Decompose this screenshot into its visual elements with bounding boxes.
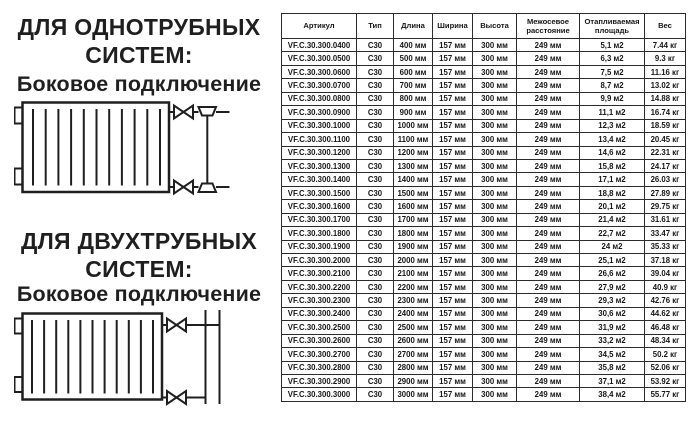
table-cell: 2100 мм xyxy=(394,267,433,280)
table-cell: 300 мм xyxy=(473,307,517,320)
table-cell: 300 мм xyxy=(473,280,517,293)
table-cell: 249 мм xyxy=(517,361,580,374)
table-cell: C30 xyxy=(357,388,394,401)
table-cell: 42.76 кг xyxy=(645,294,686,307)
two-pipe-diagram xyxy=(14,303,240,411)
table-cell: 1400 мм xyxy=(394,173,433,186)
table-cell: 300 мм xyxy=(473,200,517,213)
table-cell: 2000 мм xyxy=(394,254,433,267)
table-cell: 53.92 кг xyxy=(645,374,686,387)
table-cell: VF.C.30.300.1700 xyxy=(282,213,357,226)
table-cell: C30 xyxy=(357,227,394,240)
table-cell: 21,4 м2 xyxy=(580,213,645,226)
table-cell: C30 xyxy=(357,307,394,320)
table-cell: C30 xyxy=(357,146,394,159)
table-cell: 6,3 м2 xyxy=(580,52,645,65)
valve-icon xyxy=(174,181,193,194)
table-cell: C30 xyxy=(357,267,394,280)
table-cell: C30 xyxy=(357,173,394,186)
tee-fitting-icon xyxy=(199,107,217,116)
table-row xyxy=(282,146,686,159)
table-cell: 34,5 м2 xyxy=(580,348,645,361)
table-cell: 22,7 м2 xyxy=(580,227,645,240)
table-cell: 900 мм xyxy=(394,106,433,119)
table-cell: 300 мм xyxy=(473,106,517,119)
table-cell: 157 мм xyxy=(433,159,473,172)
table-cell: C30 xyxy=(357,65,394,78)
table-cell: 8,7 м2 xyxy=(580,79,645,92)
table-cell: 18,8 м2 xyxy=(580,186,645,199)
col-header-weight: Вес xyxy=(645,14,686,39)
table-cell: 24 м2 xyxy=(580,240,645,253)
table-cell: 300 мм xyxy=(473,361,517,374)
table-cell: 157 мм xyxy=(433,65,473,78)
table-row xyxy=(282,119,686,132)
table-cell: VF.C.30.300.0600 xyxy=(282,65,357,78)
table-row xyxy=(282,106,686,119)
table-cell: 249 мм xyxy=(517,52,580,65)
table-cell: 500 мм xyxy=(394,52,433,65)
table-cell: C30 xyxy=(357,106,394,119)
table-cell: 30,6 м2 xyxy=(580,307,645,320)
table-cell: 40.9 кг xyxy=(645,280,686,293)
table-cell: 157 мм xyxy=(433,106,473,119)
table-cell: 1300 мм xyxy=(394,159,433,172)
table-cell: 2900 мм xyxy=(394,374,433,387)
col-header-type: Тип xyxy=(357,14,394,39)
table-cell: 11.16 кг xyxy=(645,65,686,78)
table-cell: 1800 мм xyxy=(394,227,433,240)
single-pipe-diagram xyxy=(14,96,240,200)
table-cell: 300 мм xyxy=(473,240,517,253)
table-cell: 300 мм xyxy=(473,388,517,401)
table-cell: 31,9 м2 xyxy=(580,321,645,334)
table-row xyxy=(282,321,686,334)
table-cell: 37,1 м2 xyxy=(580,374,645,387)
table-cell: C30 xyxy=(357,294,394,307)
supply-pipe xyxy=(169,106,230,119)
table-cell: 249 мм xyxy=(517,388,580,401)
table-cell: C30 xyxy=(357,200,394,213)
supply-pipe xyxy=(162,319,220,332)
table-cell: 157 мм xyxy=(433,240,473,253)
table-cell: 157 мм xyxy=(433,348,473,361)
table-cell: 16.74 кг xyxy=(645,106,686,119)
table-cell: VF.C.30.300.2300 xyxy=(282,294,357,307)
two-pipe-subtitle: Боковое подключение xyxy=(16,282,262,306)
table-row xyxy=(282,186,686,199)
table-cell: 600 мм xyxy=(394,65,433,78)
table-row xyxy=(282,348,686,361)
table-cell: 1900 мм xyxy=(394,240,433,253)
col-header-width: Ширина xyxy=(433,14,473,39)
table-cell: C30 xyxy=(357,321,394,334)
table-cell: 9.3 кг xyxy=(645,52,686,65)
table-cell: 22.31 кг xyxy=(645,146,686,159)
table-cell: 157 мм xyxy=(433,92,473,105)
two-pipe-systems-title: ДЛЯ ДВУХТРУБНЫХ СИСТЕМ: xyxy=(20,228,258,282)
table-cell: 400 мм xyxy=(394,39,433,52)
table-cell: 2200 мм xyxy=(394,280,433,293)
table-row xyxy=(282,374,686,387)
valve-icon xyxy=(167,391,186,404)
table-cell: 7.44 кг xyxy=(645,39,686,52)
table-cell: 249 мм xyxy=(517,307,580,320)
table-cell: 157 мм xyxy=(433,361,473,374)
table-cell: C30 xyxy=(357,374,394,387)
table-cell: 249 мм xyxy=(517,119,580,132)
table-cell: 700 мм xyxy=(394,79,433,92)
table-row xyxy=(282,267,686,280)
table-cell: 300 мм xyxy=(473,146,517,159)
table-cell: 2700 мм xyxy=(394,348,433,361)
table-cell: 157 мм xyxy=(433,307,473,320)
table-cell: VF.C.30.300.1100 xyxy=(282,133,357,146)
table-cell: VF.C.30.300.0700 xyxy=(282,79,357,92)
table-row xyxy=(282,52,686,65)
table-cell: 300 мм xyxy=(473,133,517,146)
table-cell: VF.C.30.300.2700 xyxy=(282,348,357,361)
table-cell: VF.C.30.300.0900 xyxy=(282,106,357,119)
table-cell: 157 мм xyxy=(433,52,473,65)
table-cell: VF.C.30.300.2800 xyxy=(282,361,357,374)
table-cell: 46.48 кг xyxy=(645,321,686,334)
table-cell: 37.18 кг xyxy=(645,254,686,267)
table-row xyxy=(282,280,686,293)
table-cell: 300 мм xyxy=(473,65,517,78)
table-row xyxy=(282,79,686,92)
table-cell: 2800 мм xyxy=(394,361,433,374)
return-pipe xyxy=(162,391,206,404)
table-cell: 300 мм xyxy=(473,348,517,361)
table-cell: 157 мм xyxy=(433,334,473,347)
table-cell: 249 мм xyxy=(517,146,580,159)
table-cell: 15,8 м2 xyxy=(580,159,645,172)
table-cell: C30 xyxy=(357,92,394,105)
table-cell: 2600 мм xyxy=(394,334,433,347)
table-cell: 1100 мм xyxy=(394,133,433,146)
table-cell: 157 мм xyxy=(433,213,473,226)
single-pipe-systems-title: ДЛЯ ОДНОТРУБНЫХ СИСТЕМ: xyxy=(17,14,261,68)
table-cell: C30 xyxy=(357,334,394,347)
table-cell: 26,6 м2 xyxy=(580,267,645,280)
table-cell: 157 мм xyxy=(433,39,473,52)
table-row xyxy=(282,240,686,253)
table-cell: C30 xyxy=(357,119,394,132)
table-cell: VF.C.30.300.0800 xyxy=(282,92,357,105)
table-cell: C30 xyxy=(357,186,394,199)
table-cell: VF.C.30.300.1200 xyxy=(282,146,357,159)
table-cell: 249 мм xyxy=(517,294,580,307)
table-cell: 300 мм xyxy=(473,52,517,65)
table-cell: 157 мм xyxy=(433,119,473,132)
table-row xyxy=(282,173,686,186)
table-cell: 13.02 кг xyxy=(645,79,686,92)
spec-table-body xyxy=(282,39,686,402)
table-cell: C30 xyxy=(357,52,394,65)
table-cell: VF.C.30.300.0500 xyxy=(282,52,357,65)
table-cell: 157 мм xyxy=(433,280,473,293)
table-cell: C30 xyxy=(357,348,394,361)
table-row xyxy=(282,388,686,401)
table-cell: 249 мм xyxy=(517,334,580,347)
table-cell: 1000 мм xyxy=(394,119,433,132)
table-cell: 2300 мм xyxy=(394,294,433,307)
col-header-length: Длина xyxy=(394,14,433,39)
table-cell: 157 мм xyxy=(433,79,473,92)
table-cell: 27.89 кг xyxy=(645,186,686,199)
return-pipe xyxy=(169,181,230,194)
table-cell: 157 мм xyxy=(433,254,473,267)
col-header-axle-distance: Межосевое расстояние xyxy=(517,14,580,39)
table-cell: C30 xyxy=(357,133,394,146)
table-cell: 7,5 м2 xyxy=(580,65,645,78)
table-cell: 300 мм xyxy=(473,213,517,226)
table-cell: 50.2 кг xyxy=(645,348,686,361)
table-row xyxy=(282,65,686,78)
table-cell: 12,3 м2 xyxy=(580,119,645,132)
table-cell: VF.C.30.300.1800 xyxy=(282,227,357,240)
table-cell: 300 мм xyxy=(473,294,517,307)
radiator-icon xyxy=(15,103,170,193)
table-cell: 249 мм xyxy=(517,173,580,186)
single-pipe-subtitle: Боковое подключение xyxy=(16,72,262,96)
table-cell: 300 мм xyxy=(473,173,517,186)
table-cell: 157 мм xyxy=(433,186,473,199)
table-cell: 55.77 кг xyxy=(645,388,686,401)
table-cell: C30 xyxy=(357,280,394,293)
table-cell: 29.75 кг xyxy=(645,200,686,213)
table-cell: 35,8 м2 xyxy=(580,361,645,374)
table-cell: 14.88 кг xyxy=(645,92,686,105)
table-cell: 20,1 м2 xyxy=(580,200,645,213)
table-cell: 26.03 кг xyxy=(645,173,686,186)
table-cell: 300 мм xyxy=(473,374,517,387)
table-cell: C30 xyxy=(357,254,394,267)
table-row xyxy=(282,334,686,347)
table-cell: VF.C.30.300.2600 xyxy=(282,334,357,347)
table-cell: C30 xyxy=(357,159,394,172)
table-cell: 17,1 м2 xyxy=(580,173,645,186)
table-cell: 11,1 м2 xyxy=(580,106,645,119)
table-cell: 1700 мм xyxy=(394,213,433,226)
table-row xyxy=(282,294,686,307)
table-cell: C30 xyxy=(357,79,394,92)
table-cell: 33.47 кг xyxy=(645,227,686,240)
table-cell: 157 мм xyxy=(433,294,473,307)
table-cell: 300 мм xyxy=(473,119,517,132)
table-cell: VF.C.30.300.1900 xyxy=(282,240,357,253)
table-row xyxy=(282,227,686,240)
table-cell: 52.06 кг xyxy=(645,361,686,374)
table-cell: 14,6 м2 xyxy=(580,146,645,159)
table-cell: 249 мм xyxy=(517,240,580,253)
table-cell: 249 мм xyxy=(517,106,580,119)
table-cell: 249 мм xyxy=(517,159,580,172)
diagrams-panel xyxy=(0,0,278,421)
table-cell: 157 мм xyxy=(433,267,473,280)
table-cell: 20.45 кг xyxy=(645,133,686,146)
table-cell: 300 мм xyxy=(473,321,517,334)
table-cell: 38,4 м2 xyxy=(580,388,645,401)
valve-icon xyxy=(174,106,193,119)
table-cell: VF.C.30.300.1000 xyxy=(282,119,357,132)
table-cell: 9,9 м2 xyxy=(580,92,645,105)
table-cell: 249 мм xyxy=(517,267,580,280)
table-row xyxy=(282,213,686,226)
table-row xyxy=(282,307,686,320)
table-cell: 1600 мм xyxy=(394,200,433,213)
table-cell: 157 мм xyxy=(433,374,473,387)
table-cell: 249 мм xyxy=(517,79,580,92)
table-cell: VF.C.30.300.1600 xyxy=(282,200,357,213)
table-cell: VF.C.30.300.2400 xyxy=(282,307,357,320)
table-cell: C30 xyxy=(357,213,394,226)
table-cell: 249 мм xyxy=(517,186,580,199)
table-cell: 1200 мм xyxy=(394,146,433,159)
table-row xyxy=(282,133,686,146)
table-cell: 300 мм xyxy=(473,186,517,199)
table-cell: 31.61 кг xyxy=(645,213,686,226)
table-cell: 157 мм xyxy=(433,133,473,146)
table-cell: 249 мм xyxy=(517,227,580,240)
table-cell: 249 мм xyxy=(517,321,580,334)
table-row xyxy=(282,39,686,52)
spec-table-panel xyxy=(281,13,686,402)
table-cell: 249 мм xyxy=(517,213,580,226)
spec-table-header xyxy=(282,14,686,39)
table-cell: VF.C.30.300.2900 xyxy=(282,374,357,387)
table-cell: VF.C.30.300.2200 xyxy=(282,280,357,293)
table-row xyxy=(282,254,686,267)
table-cell: 300 мм xyxy=(473,39,517,52)
table-cell: VF.C.30.300.1300 xyxy=(282,159,357,172)
table-cell: C30 xyxy=(357,240,394,253)
table-cell: 300 мм xyxy=(473,267,517,280)
table-row xyxy=(282,92,686,105)
table-cell: 39.04 кг xyxy=(645,267,686,280)
table-cell: 249 мм xyxy=(517,92,580,105)
table-cell: 300 мм xyxy=(473,92,517,105)
table-cell: VF.C.30.300.1500 xyxy=(282,186,357,199)
table-cell: 33,2 м2 xyxy=(580,334,645,347)
table-cell: VF.C.30.300.0400 xyxy=(282,39,357,52)
table-cell: 249 мм xyxy=(517,39,580,52)
table-cell: 157 мм xyxy=(433,200,473,213)
valve-icon xyxy=(167,319,186,332)
col-header-article: Артикул xyxy=(282,14,357,39)
spec-table xyxy=(281,13,686,402)
table-row xyxy=(282,200,686,213)
table-cell: 300 мм xyxy=(473,254,517,267)
table-cell: 25,1 м2 xyxy=(580,254,645,267)
table-cell: C30 xyxy=(357,361,394,374)
table-cell: VF.C.30.300.2100 xyxy=(282,267,357,280)
table-cell: 249 мм xyxy=(517,348,580,361)
table-cell: 18.59 кг xyxy=(645,119,686,132)
radiator-icon xyxy=(15,314,163,400)
table-cell: 800 мм xyxy=(394,92,433,105)
tee-fitting-icon xyxy=(199,184,217,193)
table-cell: 5,1 м2 xyxy=(580,39,645,52)
table-cell: 249 мм xyxy=(517,254,580,267)
table-cell: VF.C.30.300.2500 xyxy=(282,321,357,334)
table-cell: 300 мм xyxy=(473,159,517,172)
table-cell: VF.C.30.300.2000 xyxy=(282,254,357,267)
table-cell: 157 мм xyxy=(433,388,473,401)
table-cell: 1500 мм xyxy=(394,186,433,199)
table-cell: 157 мм xyxy=(433,173,473,186)
table-cell: 157 мм xyxy=(433,146,473,159)
table-cell: 48.34 кг xyxy=(645,334,686,347)
table-cell: 29,3 м2 xyxy=(580,294,645,307)
table-cell: 44.62 кг xyxy=(645,307,686,320)
table-cell: 2500 мм xyxy=(394,321,433,334)
table-cell: 300 мм xyxy=(473,334,517,347)
table-cell: C30 xyxy=(357,39,394,52)
table-cell: 13,4 м2 xyxy=(580,133,645,146)
table-cell: 35.33 кг xyxy=(645,240,686,253)
table-cell: 24.17 кг xyxy=(645,159,686,172)
table-cell: 157 мм xyxy=(433,227,473,240)
table-cell: 157 мм xyxy=(433,321,473,334)
table-row xyxy=(282,361,686,374)
table-cell: 2400 мм xyxy=(394,307,433,320)
table-row xyxy=(282,159,686,172)
table-cell: VF.C.30.300.3000 xyxy=(282,388,357,401)
col-header-heated-area: Отапливаемая площадь xyxy=(580,14,645,39)
table-cell: 3000 мм xyxy=(394,388,433,401)
table-cell: 249 мм xyxy=(517,133,580,146)
table-cell: 300 мм xyxy=(473,79,517,92)
table-cell: 249 мм xyxy=(517,374,580,387)
table-cell: 300 мм xyxy=(473,227,517,240)
table-cell: 249 мм xyxy=(517,280,580,293)
table-cell: VF.C.30.300.1400 xyxy=(282,173,357,186)
col-header-height: Высота xyxy=(473,14,517,39)
table-cell: 249 мм xyxy=(517,200,580,213)
table-cell: 249 мм xyxy=(517,65,580,78)
table-cell: 27,9 м2 xyxy=(580,280,645,293)
